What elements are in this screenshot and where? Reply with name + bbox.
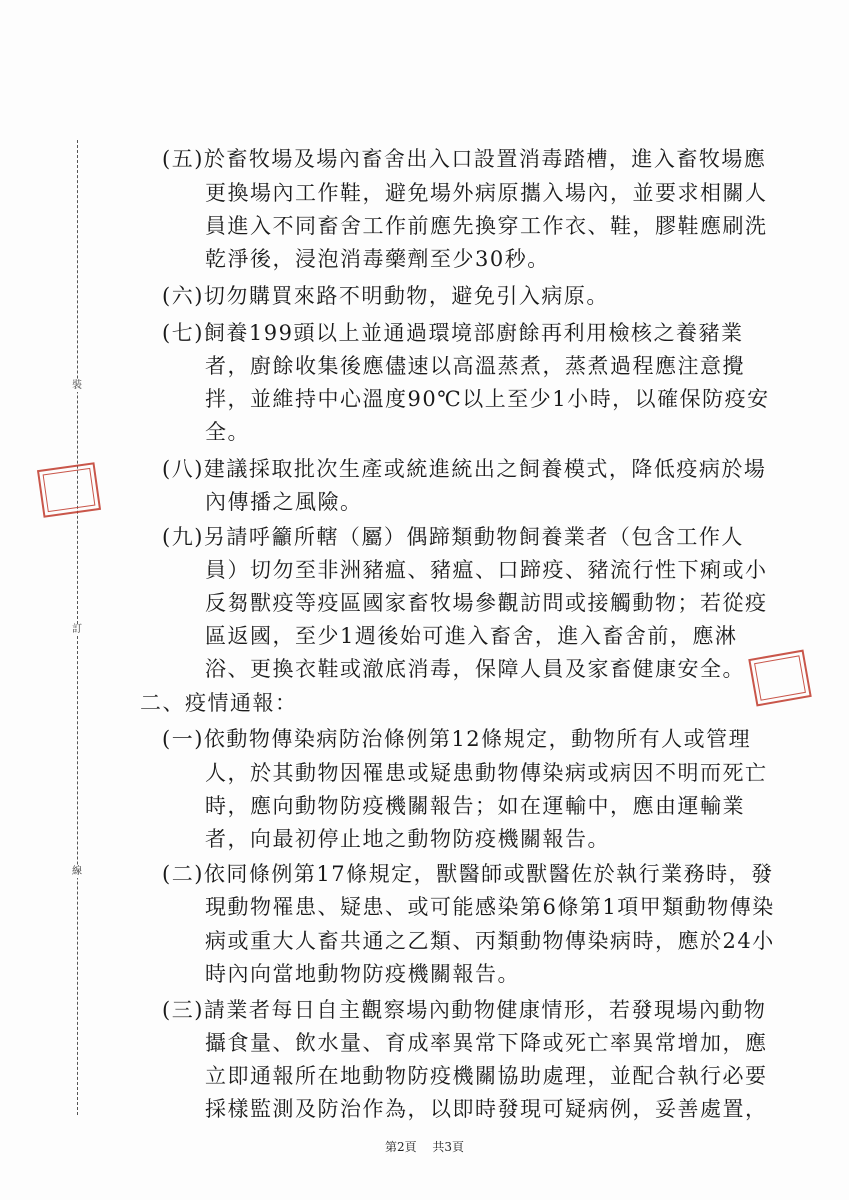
- text-line: (一)依動物傳染病防治條例第12條規定，動物所有人或管理: [162, 727, 752, 751]
- page-number: 第2頁: [384, 1140, 417, 1154]
- binding-char-xian: 線: [68, 866, 86, 878]
- text-line: 員進入不同畜舍工作前應先換穿工作衣、鞋，膠鞋應刷洗: [205, 214, 768, 238]
- text-line: 乾淨後，浸泡消毒藥劑至少30秒。: [205, 247, 550, 271]
- text-line: 現動物罹患、疑患、或可能感染第6條第1項甲類動物傳染: [205, 895, 775, 919]
- text-line: 攝食量、飲水量、育成率異常下降或死亡率異常增加，應: [205, 1031, 768, 1055]
- text-line: (九)另請呼籲所轄（屬）偶蹄類動物飼養業者（包含工作人: [162, 525, 744, 549]
- text-line: 時，應向動物防疫機關報告；如在運輸中，應由運輸業: [205, 794, 745, 818]
- text-line: 人，於其動物因罹患或疑患動物傳染病或病因不明而死亡: [205, 761, 768, 785]
- text-line: (八)建議採取批次生產或統進統出之飼養模式，降低疫病於場: [162, 457, 767, 481]
- page-total: 共3頁: [432, 1140, 465, 1154]
- page-footer: [0, 1138, 849, 1155]
- text-line: 者，向最初停止地之動物防疫機關報告。: [205, 827, 610, 851]
- text-line: 員）切勿至非洲豬瘟、豬瘟、口蹄疫、豬流行性下痢或小: [205, 558, 768, 582]
- section-heading: 二、疫情通報：: [140, 691, 298, 715]
- text-line: 內傳播之風險。: [205, 490, 363, 514]
- text-line: 病或重大人畜共通之乙類、丙類動物傳染病時，應於24小: [205, 929, 775, 953]
- text-line: 立即通報所在地動物防疫機關協助處理，並配合執行必要: [205, 1064, 768, 1088]
- text-line: 反芻獸疫等疫區國家畜牧場參觀訪問或接觸動物；若從疫: [205, 591, 768, 615]
- text-line: (六)切勿購買來路不明動物，避免引入病原。: [162, 284, 609, 308]
- binding-char-ding: 訂: [68, 624, 86, 636]
- text-line: 者，廚餘收集後應儘速以高溫蒸煮，蒸煮過程應注意攪: [205, 354, 745, 378]
- text-line: (七)飼養199頭以上並通過環境部廚餘再利用檢核之養豬業: [162, 321, 744, 345]
- text-line: (二)依同條例第17條規定，獸醫師或獸醫佐於執行業務時，發: [162, 862, 774, 886]
- text-line: 區返國，至少1週後始可進入畜舍，進入畜舍前，應淋: [205, 624, 738, 648]
- text-line: 更換場內工作鞋，避免場外病原攜入場內，並要求相關人: [205, 181, 768, 205]
- text-line: 全。: [205, 420, 250, 444]
- text-line: 拌，並維持中心溫度90℃以上至少1小時，以確保防疫安: [205, 387, 770, 411]
- text-line: (三)請業者每日自主觀察場內動物健康情形，若發現場內動物: [162, 998, 767, 1022]
- text-line: 浴、更換衣鞋或澈底消毒，保障人員及家畜健康安全。: [205, 657, 745, 681]
- text-line: 時內向當地動物防疫機關報告。: [205, 962, 520, 986]
- text-line: 採樣監測及防治作為，以即時發現可疑病例，妥善處置，: [205, 1097, 768, 1121]
- text-line: (五)於畜牧場及場內畜舍出入口設置消毒踏槽，進入畜牧場應: [162, 147, 767, 171]
- binding-char-zhuang: 裝: [68, 380, 86, 392]
